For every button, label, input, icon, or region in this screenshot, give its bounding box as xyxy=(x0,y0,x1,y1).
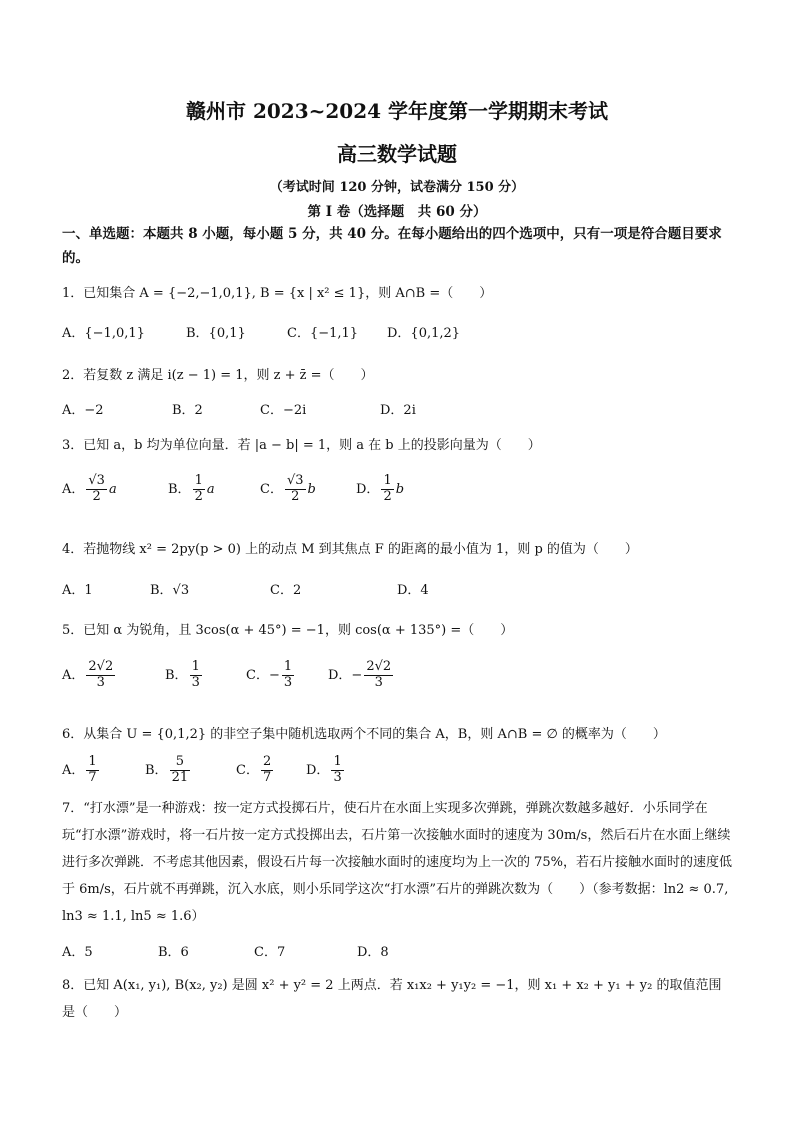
section-heading: 一、单选题：本题共 8 小题，每小题 5 分，共 40 分。在每小题给出的四个选项中，只有一项是符合题目要求的。 xyxy=(62,226,722,266)
question-5-stem: 5．已知 α 为锐角，且 3cos(α + 45°) = −1，则 cos(α + 135°) =（ ） xyxy=(62,623,514,638)
question-6-option-b xyxy=(145,755,192,786)
denominator: 21 xyxy=(171,769,189,785)
question-2-option-a: A．−2 xyxy=(62,403,104,418)
numerator: 1 xyxy=(194,473,203,488)
question-7-stem: 7．“打水漂”是一种游戏：按一定方式投掷石片，使石片在水面上实现多次弹跳，弹跳次数越多越好．小乐同学在玩“打水漂”游戏时，将一石片按一定方式投掷出去，石片第一次接触水面时的速度为 30m/s，然后石片在水面上继续进行多次弹跳．不考虑其他因素，假设石片每一次接触水面时的速度均为上一次的 75%，若石片接触水面时的速度低于 6m/s，石片就不再弹跳，沉入水底，则小乐同学这次“打水漂”石片的弹跳次数为（ ）（参考数据：ln2 ≈ 0.7, ln3 ≈ 1.1, ln5 ≈ 1.6） xyxy=(62,801,733,924)
option-letter: C．− xyxy=(246,667,280,683)
exam-info: （考试时间 120 分钟，试卷满分 150 分） xyxy=(269,180,525,195)
option-letter: A． xyxy=(62,667,85,683)
option-letter: A． xyxy=(62,762,85,778)
denominator: 3 xyxy=(333,769,342,785)
question-3-option-c xyxy=(260,474,316,505)
vector-symbol: a xyxy=(108,481,117,497)
question-7-option-d: D．8 xyxy=(357,945,389,960)
question-7-option-c: C．7 xyxy=(254,945,286,960)
denominator: 3 xyxy=(191,674,200,690)
fraction xyxy=(285,474,306,505)
option-letter: B． xyxy=(145,762,168,778)
fraction xyxy=(86,474,107,505)
question-3-option-d xyxy=(356,474,404,505)
denominator: 7 xyxy=(262,769,272,785)
numerator: 1 xyxy=(333,754,342,769)
numerator: √3 xyxy=(286,473,304,488)
numerator: √3 xyxy=(88,473,105,488)
question-2-option-c: C．−2i xyxy=(260,403,307,418)
fraction xyxy=(282,660,294,691)
question-4-option-d: D．4 xyxy=(397,583,429,598)
numerator: 2√2 xyxy=(366,659,392,674)
vector-symbol: a xyxy=(206,481,215,497)
numerator: 1 xyxy=(383,473,392,488)
question-4-option-c: C．2 xyxy=(270,583,302,598)
numerator: 5 xyxy=(170,755,191,771)
numerator: 2 xyxy=(262,754,272,769)
volume-heading: 第 I 卷（选择题 共 60 分） xyxy=(307,204,487,220)
vector-symbol: b xyxy=(307,481,316,497)
denominator: 2 xyxy=(383,488,392,504)
exam-subtitle: 高三数学试题 xyxy=(337,142,457,166)
option-letter: B． xyxy=(165,667,188,683)
denominator: 3 xyxy=(374,674,383,690)
denominator: 3 xyxy=(283,674,293,690)
fraction xyxy=(364,660,393,691)
question-6-option-d xyxy=(306,755,346,786)
question-8-stem: 8．已知 A(x₁, y₁), B(x₂, y₂) 是圆 x² + y² = 2 上两点．若 x₁x₂ + y₁y₂ = −1，则 x₁ + x₂ + y₁ + y₂ 的取值范围是（ ） xyxy=(62,978,722,1020)
option-letter: B． xyxy=(168,481,191,497)
numerator: 1 xyxy=(191,659,200,674)
fraction xyxy=(193,474,205,505)
fraction xyxy=(170,755,191,786)
denominator: 2 xyxy=(92,488,101,504)
denominator: 2 xyxy=(194,488,203,504)
question-2-option-b: B．2 xyxy=(172,403,203,418)
question-2-stem: 2．若复数 z 满足 i(z − 1) = 1，则 z + z̄ =（ ） xyxy=(62,368,374,383)
question-4-stem: 4．若抛物线 x² = 2py(p > 0) 上的动点 M 到其焦点 F 的距离的最小值为 1，则 p 的值为（ ） xyxy=(62,542,638,557)
option-letter: A． xyxy=(62,481,85,497)
question-1-option-b: B．{0,1} xyxy=(186,326,246,341)
question-7-option-b: B．6 xyxy=(158,945,189,960)
fraction xyxy=(331,755,343,786)
question-5-option-d xyxy=(328,660,395,691)
question-3-stem: 3．已知 a，b 均为单位向量．若 |a − b| = 1，则 a 在 b 上的投影向量为（ ） xyxy=(62,438,541,453)
denominator: 7 xyxy=(88,769,97,785)
option-letter: D． xyxy=(306,762,330,778)
option-letter: D．− xyxy=(328,667,363,683)
option-letter: C． xyxy=(236,762,259,778)
question-6-option-c xyxy=(236,755,275,786)
question-5-option-a xyxy=(62,660,117,691)
question-4-option-a: A．1 xyxy=(62,583,93,598)
numerator: 1 xyxy=(88,754,97,769)
numerator: 2√2 xyxy=(88,659,114,674)
fraction xyxy=(86,660,115,691)
fraction xyxy=(86,755,98,786)
fraction xyxy=(261,755,273,786)
numerator: 1 xyxy=(283,659,293,674)
question-6-option-a xyxy=(62,755,101,786)
exam-title: 赣州市 2023~2024 学年度第一学期期末考试 xyxy=(185,99,608,123)
question-5-option-c xyxy=(246,660,296,691)
question-6-stem: 6．从集合 U = {0,1,2} 的非空子集中随机选取两个不同的集合 A，B，则 A∩B = ∅ 的概率为（ ） xyxy=(62,727,666,742)
question-3-option-a xyxy=(62,474,117,505)
question-1-option-a: A．{−1,0,1} xyxy=(62,326,145,341)
question-4-option-b: B．√3 xyxy=(150,583,190,598)
question-5-option-b xyxy=(165,660,204,691)
fraction xyxy=(381,474,393,505)
denominator: 3 xyxy=(96,674,105,690)
denominator: 2 xyxy=(291,488,300,504)
fraction xyxy=(190,660,202,691)
question-1-option-d: D．{0,1,2} xyxy=(387,326,461,341)
option-letter: C． xyxy=(260,481,283,497)
vector-symbol: b xyxy=(395,481,405,497)
question-1-option-c: C．{−1,1} xyxy=(287,326,359,341)
question-7-option-a: A．5 xyxy=(62,945,93,960)
question-2-option-d: D．2i xyxy=(380,403,416,418)
option-letter: D． xyxy=(356,481,380,497)
question-3-option-b xyxy=(168,474,215,505)
question-1-stem: 1．已知集合 A = {−2,−1,0,1}, B = {x | x² ≤ 1}，则 A∩B =（ ） xyxy=(62,286,493,301)
